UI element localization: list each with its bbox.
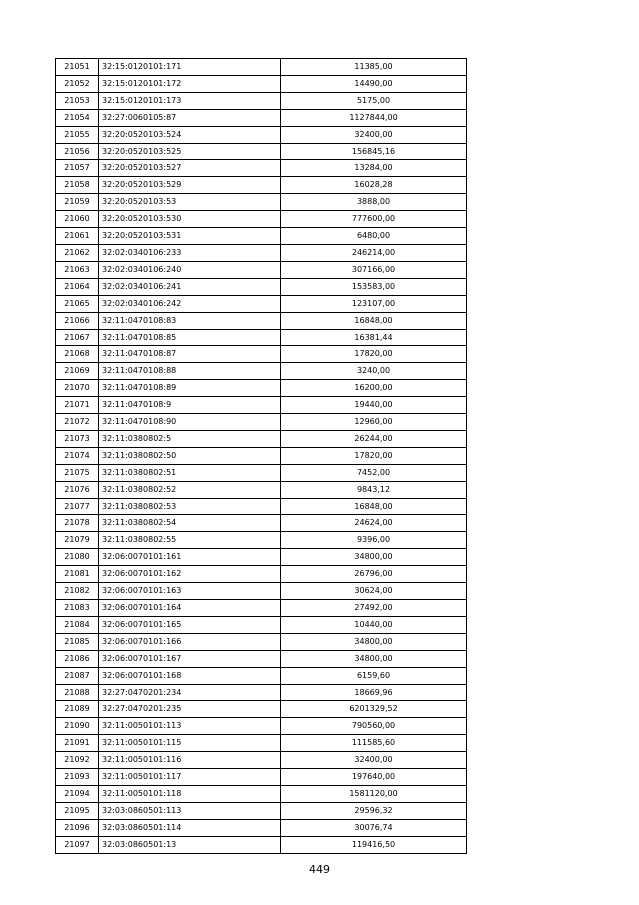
table-row: [56, 363, 467, 380]
row-number-cell: 21083: [56, 600, 99, 617]
cadastral-number-cell: 32:20:0520103:530: [99, 211, 281, 228]
row-number-cell: 21055: [56, 126, 99, 143]
table-row: [56, 701, 467, 718]
table-row: [56, 143, 467, 160]
value-cell: 123107,00: [281, 295, 467, 312]
cadastral-number-cell: 32:11:0050101:115: [99, 735, 281, 752]
cadastral-number-cell: 32:11:0380802:53: [99, 498, 281, 515]
cadastral-number-cell: 32:11:0470108:9: [99, 397, 281, 414]
table-row: [56, 684, 467, 701]
value-cell: 30076,74: [281, 819, 467, 836]
table-row: [56, 633, 467, 650]
value-cell: 24624,00: [281, 515, 467, 532]
cadastral-number-cell: 32:03:0860501:113: [99, 802, 281, 819]
row-number-cell: 21073: [56, 430, 99, 447]
cadastral-number-cell: 32:15:0120101:172: [99, 75, 281, 92]
row-number-cell: 21086: [56, 650, 99, 667]
table-row: [56, 278, 467, 295]
row-number-cell: 21058: [56, 177, 99, 194]
cadastral-number-cell: 32:06:0070101:166: [99, 633, 281, 650]
table-row: [56, 92, 467, 109]
row-number-cell: 21051: [56, 59, 99, 76]
value-cell: 17820,00: [281, 447, 467, 464]
table-row: [56, 329, 467, 346]
table-row: [56, 295, 467, 312]
cadastral-number-cell: 32:11:0470108:85: [99, 329, 281, 346]
table-row: [56, 566, 467, 583]
table-row: [56, 735, 467, 752]
row-number-cell: 21064: [56, 278, 99, 295]
cadastral-number-cell: 32:06:0070101:165: [99, 616, 281, 633]
row-number-cell: 21097: [56, 836, 99, 853]
value-cell: 790560,00: [281, 718, 467, 735]
value-cell: 246214,00: [281, 244, 467, 261]
table-row: [56, 498, 467, 515]
value-cell: 6201329,52: [281, 701, 467, 718]
cadastral-number-cell: 32:20:0520103:525: [99, 143, 281, 160]
value-cell: 17820,00: [281, 346, 467, 363]
value-cell: 5175,00: [281, 92, 467, 109]
value-cell: 34800,00: [281, 633, 467, 650]
row-number-cell: 21093: [56, 769, 99, 786]
value-cell: 777600,00: [281, 211, 467, 228]
row-number-cell: 21094: [56, 785, 99, 802]
value-cell: 16381,44: [281, 329, 467, 346]
table-row: [56, 752, 467, 769]
table-row: [56, 583, 467, 600]
row-number-cell: 21087: [56, 667, 99, 684]
table-row: [56, 228, 467, 245]
cadastral-number-cell: 32:11:0470108:83: [99, 312, 281, 329]
table-row: [56, 600, 467, 617]
cadastral-number-cell: 32:11:0050101:113: [99, 718, 281, 735]
table-body: [56, 59, 467, 854]
cadastral-number-cell: 32:11:0470108:88: [99, 363, 281, 380]
row-number-cell: 21090: [56, 718, 99, 735]
cadastral-number-cell: 32:02:0340106:242: [99, 295, 281, 312]
cadastral-number-cell: 32:15:0120101:173: [99, 92, 281, 109]
table-row: [56, 380, 467, 397]
value-cell: 16848,00: [281, 312, 467, 329]
cadastral-number-cell: 32:11:0470108:90: [99, 414, 281, 431]
value-cell: 32400,00: [281, 752, 467, 769]
cadastral-number-cell: 32:20:0520103:53: [99, 194, 281, 211]
cadastral-number-cell: 32:11:0050101:117: [99, 769, 281, 786]
table-row: [56, 549, 467, 566]
value-cell: 14490,00: [281, 75, 467, 92]
table-row: [56, 346, 467, 363]
table-row: [56, 430, 467, 447]
cadastral-number-cell: 32:06:0070101:167: [99, 650, 281, 667]
cadastral-number-cell: 32:27:0470201:234: [99, 684, 281, 701]
table-row: [56, 312, 467, 329]
value-cell: 119416,50: [281, 836, 467, 853]
cadastral-number-cell: 32:03:0860501:114: [99, 819, 281, 836]
cadastral-number-cell: 32:20:0520103:524: [99, 126, 281, 143]
cadastral-number-cell: 32:06:0070101:162: [99, 566, 281, 583]
row-number-cell: 21068: [56, 346, 99, 363]
row-number-cell: 21088: [56, 684, 99, 701]
row-number-cell: 21067: [56, 329, 99, 346]
cadastral-number-cell: 32:11:0380802:55: [99, 532, 281, 549]
cadastral-number-cell: 32:06:0070101:168: [99, 667, 281, 684]
cadastral-number-cell: 32:15:0120101:171: [99, 59, 281, 76]
page-number: 449: [309, 863, 330, 876]
row-number-cell: 21084: [56, 616, 99, 633]
row-number-cell: 21056: [56, 143, 99, 160]
table-row: [56, 397, 467, 414]
row-number-cell: 21082: [56, 583, 99, 600]
row-number-cell: 21091: [56, 735, 99, 752]
cadastral-number-cell: 32:20:0520103:529: [99, 177, 281, 194]
table-row: [56, 532, 467, 549]
table-row: [56, 160, 467, 177]
table-row: [56, 261, 467, 278]
table-row: [56, 177, 467, 194]
row-number-cell: 21077: [56, 498, 99, 515]
table-row: [56, 667, 467, 684]
cadastral-number-cell: 32:11:0050101:116: [99, 752, 281, 769]
value-cell: 26796,00: [281, 566, 467, 583]
value-cell: 16028,28: [281, 177, 467, 194]
value-cell: 1127844,00: [281, 109, 467, 126]
row-number-cell: 21081: [56, 566, 99, 583]
value-cell: 111585,60: [281, 735, 467, 752]
row-number-cell: 21085: [56, 633, 99, 650]
row-number-cell: 21078: [56, 515, 99, 532]
cadastral-number-cell: 32:20:0520103:527: [99, 160, 281, 177]
table-row: [56, 109, 467, 126]
value-cell: 13284,00: [281, 160, 467, 177]
value-cell: 16848,00: [281, 498, 467, 515]
value-cell: 30624,00: [281, 583, 467, 600]
cadastral-number-cell: 32:06:0070101:161: [99, 549, 281, 566]
value-cell: 11385,00: [281, 59, 467, 76]
value-cell: 27492,00: [281, 600, 467, 617]
table-row: [56, 481, 467, 498]
value-cell: 29596,32: [281, 802, 467, 819]
row-number-cell: 21070: [56, 380, 99, 397]
row-number-cell: 21057: [56, 160, 99, 177]
value-cell: 9396,00: [281, 532, 467, 549]
value-cell: 6480,00: [281, 228, 467, 245]
value-cell: 3888,00: [281, 194, 467, 211]
table-row: [56, 819, 467, 836]
cadastral-number-cell: 32:02:0340106:233: [99, 244, 281, 261]
table-row: [56, 194, 467, 211]
value-cell: 34800,00: [281, 650, 467, 667]
row-number-cell: 21059: [56, 194, 99, 211]
value-cell: 16200,00: [281, 380, 467, 397]
table-row: [56, 650, 467, 667]
row-number-cell: 21089: [56, 701, 99, 718]
table-row: [56, 802, 467, 819]
table-row: [56, 447, 467, 464]
row-number-cell: 21080: [56, 549, 99, 566]
table-row: [56, 414, 467, 431]
cadastral-number-cell: 32:11:0380802:5: [99, 430, 281, 447]
row-number-cell: 21066: [56, 312, 99, 329]
row-number-cell: 21079: [56, 532, 99, 549]
row-number-cell: 21095: [56, 802, 99, 819]
cadastral-number-cell: 32:11:0380802:51: [99, 464, 281, 481]
value-cell: 307166,00: [281, 261, 467, 278]
row-number-cell: 21061: [56, 228, 99, 245]
cadastral-number-cell: 32:03:0860501:13: [99, 836, 281, 853]
value-cell: 32400,00: [281, 126, 467, 143]
value-cell: 156845,16: [281, 143, 467, 160]
cadastral-number-cell: 32:06:0070101:163: [99, 583, 281, 600]
row-number-cell: 21074: [56, 447, 99, 464]
row-number-cell: 21054: [56, 109, 99, 126]
row-number-cell: 21052: [56, 75, 99, 92]
cadastral-number-cell: 32:02:0340106:240: [99, 261, 281, 278]
table-row: [56, 616, 467, 633]
cadastral-number-cell: 32:11:0380802:50: [99, 447, 281, 464]
value-cell: 6159,60: [281, 667, 467, 684]
row-number-cell: 21060: [56, 211, 99, 228]
value-cell: 10440,00: [281, 616, 467, 633]
table-row: [56, 126, 467, 143]
value-cell: 153583,00: [281, 278, 467, 295]
cadastral-number-cell: 32:11:0470108:87: [99, 346, 281, 363]
table-row: [56, 785, 467, 802]
row-number-cell: 21062: [56, 244, 99, 261]
table-row: [56, 515, 467, 532]
row-number-cell: 21065: [56, 295, 99, 312]
table-row: [56, 211, 467, 228]
cadastral-number-cell: 32:11:0470108:89: [99, 380, 281, 397]
cadastral-number-cell: 32:06:0070101:164: [99, 600, 281, 617]
cadastral-number-cell: 32:11:0380802:54: [99, 515, 281, 532]
value-cell: 12960,00: [281, 414, 467, 431]
table-row: [56, 59, 467, 76]
row-number-cell: 21071: [56, 397, 99, 414]
row-number-cell: 21092: [56, 752, 99, 769]
row-number-cell: 21053: [56, 92, 99, 109]
value-cell: 1581120,00: [281, 785, 467, 802]
table-row: [56, 718, 467, 735]
row-number-cell: 21063: [56, 261, 99, 278]
value-cell: 34800,00: [281, 549, 467, 566]
value-cell: 19440,00: [281, 397, 467, 414]
row-number-cell: 21069: [56, 363, 99, 380]
value-cell: 197640,00: [281, 769, 467, 786]
table-row: [56, 75, 467, 92]
table-row: [56, 464, 467, 481]
value-cell: 7452,00: [281, 464, 467, 481]
cadastral-number-cell: 32:20:0520103:531: [99, 228, 281, 245]
cadastral-number-cell: 32:27:0060105:87: [99, 109, 281, 126]
cadastral-number-cell: 32:11:0050101:118: [99, 785, 281, 802]
row-number-cell: 21076: [56, 481, 99, 498]
cadastral-number-cell: 32:11:0380802:52: [99, 481, 281, 498]
row-number-cell: 21072: [56, 414, 99, 431]
value-cell: 18669,96: [281, 684, 467, 701]
table-row: [56, 244, 467, 261]
table-row: [56, 836, 467, 853]
table-row: [56, 769, 467, 786]
value-cell: 3240,00: [281, 363, 467, 380]
cadastral-number-cell: 32:02:0340106:241: [99, 278, 281, 295]
row-number-cell: 21075: [56, 464, 99, 481]
value-cell: 26244,00: [281, 430, 467, 447]
cadastral-value-table: [55, 58, 467, 854]
cadastral-number-cell: 32:27:0470201:235: [99, 701, 281, 718]
row-number-cell: 21096: [56, 819, 99, 836]
value-cell: 9843,12: [281, 481, 467, 498]
